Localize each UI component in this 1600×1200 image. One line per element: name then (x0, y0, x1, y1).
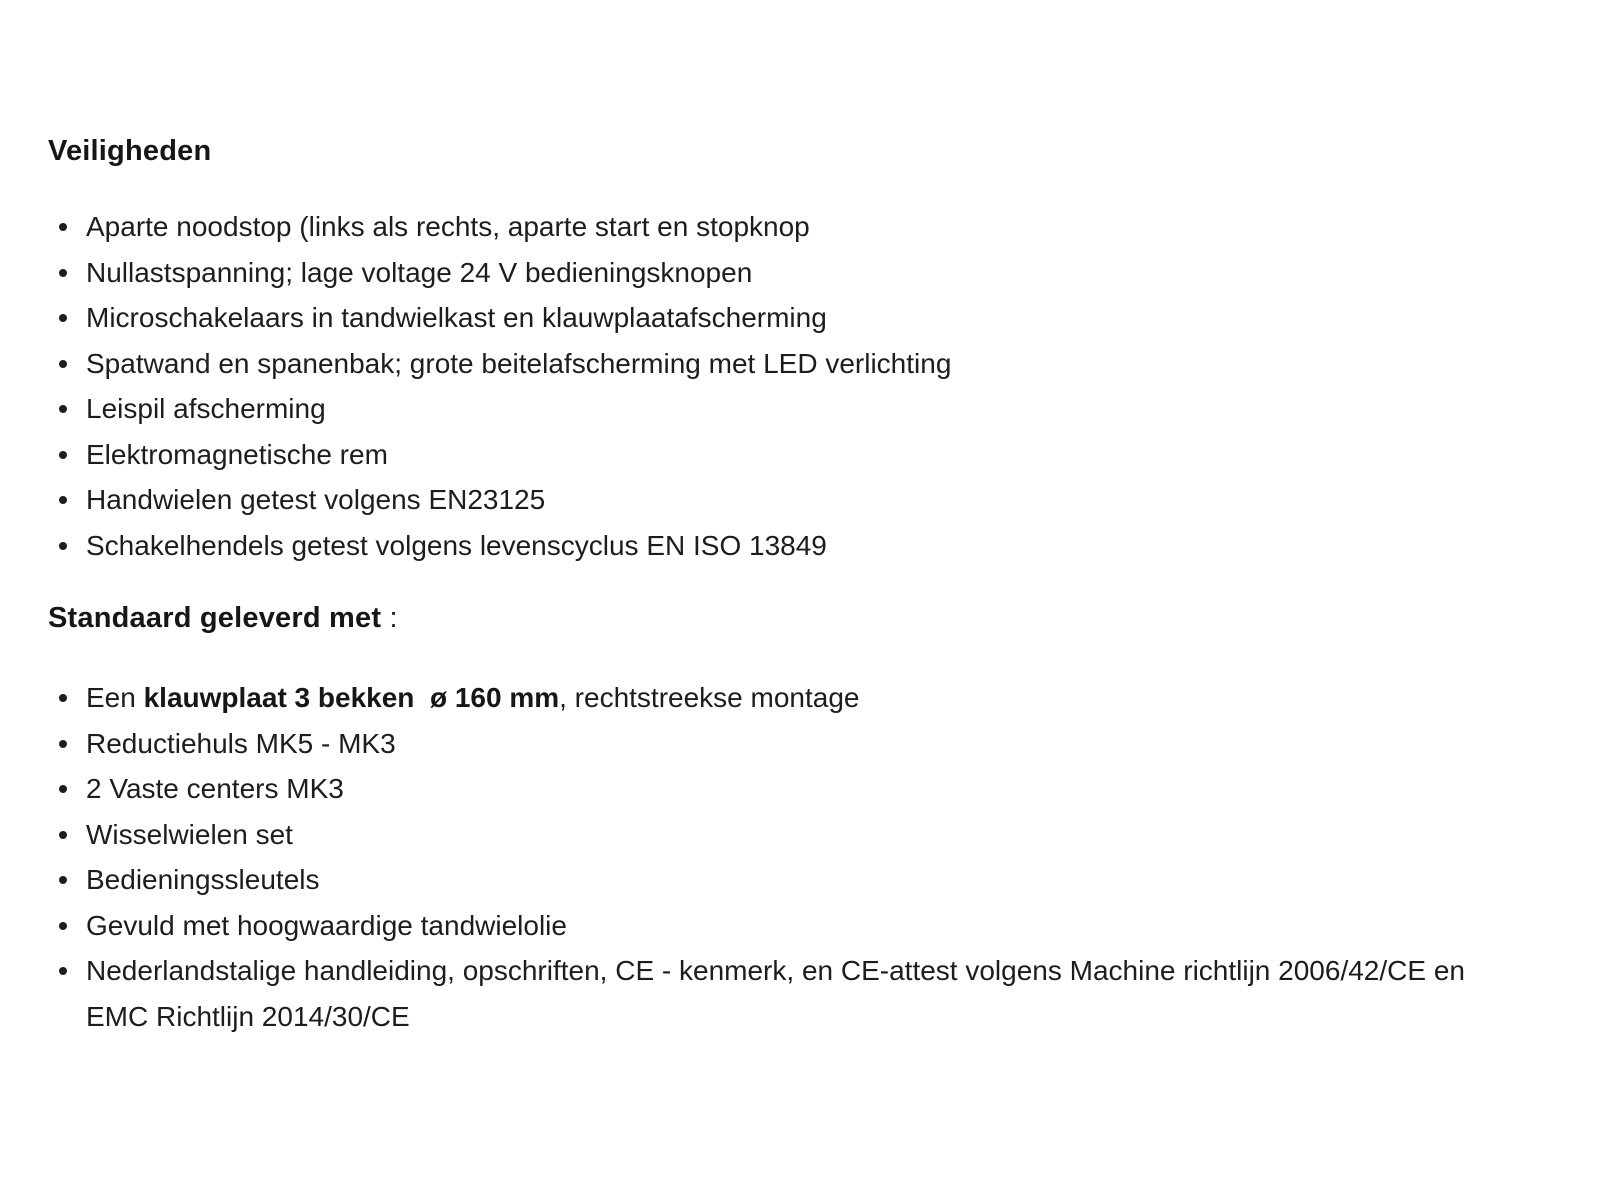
list-item (86, 295, 1524, 341)
list-item (86, 523, 1524, 569)
list-item (86, 812, 1524, 858)
list-item (86, 721, 1524, 767)
list-item (86, 250, 1524, 296)
included-heading-suffix: : (381, 602, 398, 634)
list-item (86, 766, 1524, 812)
list-item-text: , rechtstreekse montage (559, 682, 860, 713)
list-item-text: Een (86, 682, 144, 713)
list-item (86, 386, 1524, 432)
list-item (86, 903, 1524, 949)
list-item-text: Nederlandstalige handleiding, opschriften, CE - kenmerk, en CE-attest volgens Machine richtlijn 2006/42/CE en EMC Richtlijn 2014/30/CE (86, 955, 1473, 1032)
list-item-text: Microschakelaars in tandwielkast en klauwplaatafscherming (86, 302, 827, 333)
list-item-text: 2 Vaste centers MK3 (86, 773, 344, 804)
list-item-text: Gevuld met hoogwaardige tandwielolie (86, 909, 567, 941)
list-item-text: Schakelhendels getest volgens levenscyclus EN ISO 13849 (86, 529, 827, 561)
list-item-text: Leispil afscherming (86, 393, 326, 424)
list-item (86, 948, 1524, 1039)
list-item-text: Nullastspanning; lage voltage 24 V bedieningsknopen (86, 256, 753, 288)
list-item (86, 477, 1524, 523)
list-item (86, 204, 1524, 250)
safety-heading-text: Veiligheden (48, 135, 212, 167)
list-item-text: Wisselwielen set (86, 818, 293, 850)
list-item-text: Spatwand en spanenbak; grote beitelafscherming met LED verlichting (86, 347, 952, 379)
safety-section (48, 134, 1524, 568)
included-heading-text: Standaard geleverd met (48, 602, 382, 634)
list-item-text: Reductiehuls MK5 - MK3 (86, 727, 396, 759)
list-item-text: Elektromagnetische rem (86, 438, 388, 470)
included-section-heading (48, 601, 1524, 635)
safety-list (48, 204, 1524, 568)
list-item (86, 341, 1524, 387)
included-list (48, 675, 1524, 1039)
list-item (86, 675, 1524, 721)
list-item (86, 857, 1524, 903)
list-item-bold-text: klauwplaat 3 bekken ø 160 mm (143, 682, 560, 713)
safety-section-heading (48, 134, 1524, 168)
list-item-text: Handwielen getest volgens EN23125 (86, 484, 546, 515)
included-section (48, 601, 1524, 1039)
list-item-text: Bedieningssleutels (86, 864, 320, 895)
list-item (86, 432, 1524, 478)
list-item-text: Aparte noodstop (links als rechts, aparte start en stopknop (86, 211, 810, 242)
